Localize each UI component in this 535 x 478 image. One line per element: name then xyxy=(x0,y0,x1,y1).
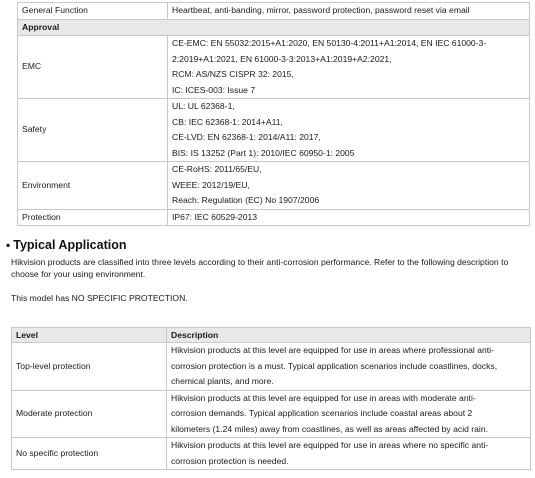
level-cell: Moderate protection xyxy=(12,390,167,438)
spec-label: EMC xyxy=(18,36,168,99)
spec-line: IC: ICES-003: Issue 7 xyxy=(172,84,256,95)
intro-paragraph: Hikvision products are classified into three levels according to their anti-corrosion performance. Refer to the following description to choose for your using environment. xyxy=(11,257,509,279)
description-line: Hikvision products at this level are equipped for use in areas where professional anti- xyxy=(171,345,494,355)
spec-label: Environment xyxy=(18,162,168,210)
spec-table xyxy=(17,2,530,226)
protection-level-table xyxy=(11,327,531,470)
spec-section-approval xyxy=(18,19,530,36)
spec-row-emc xyxy=(18,36,530,99)
table-header-row xyxy=(12,328,531,343)
spec-row-protection xyxy=(18,209,530,226)
description-line: corrosion protection is needed. xyxy=(171,455,289,466)
spec-line: UL: UL 62368-1, xyxy=(172,101,235,111)
description-line: Hikvision products at this level are equipped for use in areas where no specific anti- xyxy=(171,440,489,450)
spec-line: CB: IEC 62368-1: 2014+A11, xyxy=(172,116,283,127)
spec-line: RCM: AS/NZS CISPR 32: 2015, xyxy=(172,69,294,79)
description-cell xyxy=(167,438,531,470)
spec-line: Reach: Regulation (EC) No 1907/2006 xyxy=(172,195,320,205)
spec-line: WEEE: 2012/19/EU, xyxy=(172,179,250,190)
spec-line: 2:2019+A1:2021, EN 61000-3-3:2013+A1:2019+A2:2021, xyxy=(172,53,392,64)
section-title xyxy=(6,238,126,252)
table-row xyxy=(12,438,531,470)
column-header-level: Level xyxy=(12,328,167,343)
spec-value: Heartbeat, anti-banding, mirror, password protection, password reset via email xyxy=(168,3,530,20)
spec-line: BIS: IS 13252 (Part 1): 2010/IEC 60950-1: 2005 xyxy=(172,147,355,158)
spec-row-safety xyxy=(18,99,530,162)
spec-value: IP67: IEC 60529-2013 xyxy=(168,209,530,226)
spec-value xyxy=(168,162,530,210)
section-title-text: Typical Application xyxy=(13,238,127,252)
spec-line: CE-EMC: EN 55032:2015+A1:2020, EN 50130-4:2011+A1:2014, EN IEC 61000-3- xyxy=(172,38,487,48)
table-row xyxy=(12,343,531,391)
spec-value xyxy=(168,99,530,162)
description-line: corrosion demands. Typical application scenarios include coastal areas about 2 xyxy=(171,408,473,418)
description-line: corrosion protection is a must. Typical application scenarios include coastlines, docks, xyxy=(171,360,498,371)
description-line: kilometers (1.24 miles) away from coastlines, as well as areas affected by acid rain. xyxy=(171,423,488,434)
level-cell: No specific protection xyxy=(12,438,167,470)
spec-line: CE-RoHS: 2011/65/EU, xyxy=(172,164,262,174)
table-row xyxy=(12,390,531,438)
column-header-description: Description xyxy=(167,328,531,343)
level-cell: Top-level protection xyxy=(12,343,167,391)
spec-row-environment xyxy=(18,162,530,210)
section-header: Approval xyxy=(18,19,530,36)
description-line: Hikvision products at this level are equipped for use in areas with moderate anti- xyxy=(171,392,476,403)
spec-label: Safety xyxy=(18,99,168,162)
spec-row-general-function xyxy=(18,3,530,20)
spec-label: General Function xyxy=(18,3,168,20)
spec-value xyxy=(168,36,530,99)
bullet-icon: ▪ xyxy=(6,238,11,252)
model-note: This model has NO SPECIFIC PROTECTION. xyxy=(11,293,188,303)
spec-label: Protection xyxy=(18,209,168,226)
description-line: chemical plants, and more. xyxy=(171,376,274,386)
description-cell xyxy=(167,390,531,438)
description-cell xyxy=(167,343,531,391)
spec-line: CE-LVD: EN 62368-1: 2014/A11: 2017, xyxy=(172,132,321,142)
